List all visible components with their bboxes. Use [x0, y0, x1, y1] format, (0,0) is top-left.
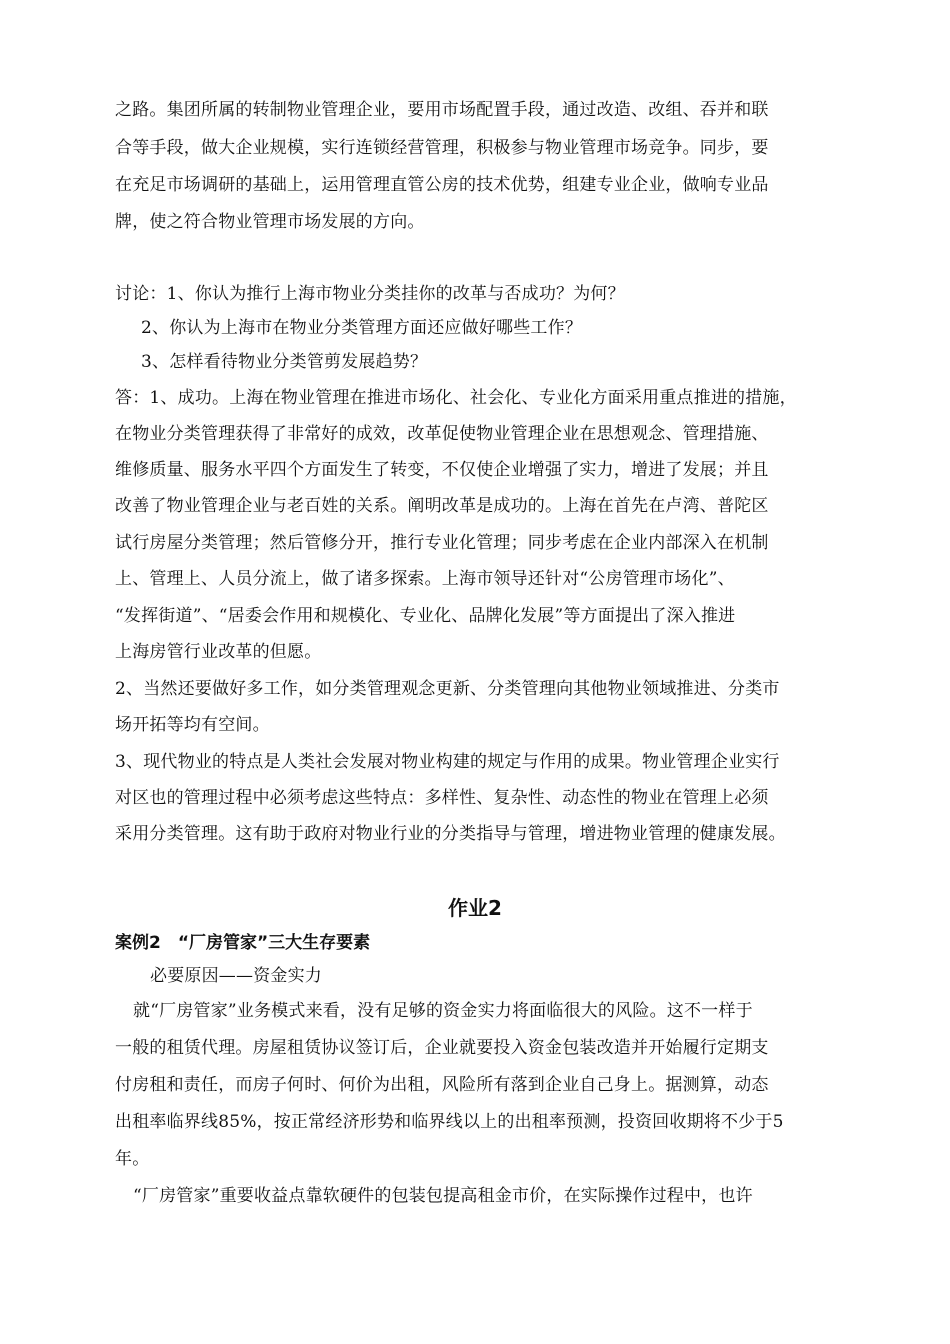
answer-line: 上海房管行业改革的但愿。: [115, 642, 322, 662]
answer-line: 试行房屋分类管理；然后管修分开，推行专业化管理；同步考虑在企业内部深入在机制: [115, 533, 769, 553]
section-title: 作业2: [448, 896, 502, 920]
answer-line: 采用分类管理。这有助于政府对物业行业的分类指导与管理，增进物业管理的健康发展。: [115, 824, 786, 844]
text-line: 之路。集团所属的转制物业管理企业，要用市场配置手段，通过改造、改组、吞并和联: [115, 100, 769, 120]
answer-line: 答：1、成功。上海在物业管理在推进市场化、社会化、专业化方面采用重点推进的措施，: [115, 388, 797, 408]
discussion-question: 讨论：1、你认为推行上海市物业分类挂你的改革与否成功？为何？: [115, 284, 625, 304]
case-text-line: 就“厂房管家”业务模式来看，没有足够的资金实力将面临很大的风险。这不一样于: [133, 1001, 753, 1021]
case-title: 案例2 “厂房管家”三大生存要素: [115, 933, 371, 953]
case-subheading: 必要原因——资金实力: [150, 966, 322, 986]
answer-line: 3、现代物业的特点是人类社会发展对物业构建的规定与作用的成果。物业管理企业实行: [115, 752, 780, 772]
answer-line: 在物业分类管理获得了非常好的成效，改革促使物业管理企业在思想观念、管理措施、: [115, 424, 769, 444]
answer-line: 改善了物业管理企业与老百姓的关系。阐明改革是成功的。上海在首先在卢湾、普陀区: [115, 496, 769, 516]
answer-line: 维修质量、服务水平四个方面发生了转变，不仅使企业增强了实力，增进了发展；并且: [115, 460, 769, 480]
discussion-question: 3、怎样看待物业分类管剪发展趋势？: [141, 352, 428, 372]
answer-line: 2、当然还要做好多工作，如分类管理观念更新、分类管理向其他物业领域推进、分类市: [115, 679, 780, 699]
case-text-line: 付房租和责任，而房子何时、何价为出租，风险所有落到企业自己身上。据测算，动态: [115, 1075, 769, 1095]
answer-line: “发挥街道”、“居委会作用和规模化、专业化、品牌化发展”等方面提出了深入推进: [115, 606, 736, 626]
text-line: 合等手段，做大企业规模，实行连锁经营管理，积极参与物业管理市场竞争。同步，要: [115, 138, 769, 158]
discussion-question: 2、你认为上海市在物业分类管理方面还应做好哪些工作？: [141, 318, 583, 338]
answer-line: 场开拓等均有空间。: [115, 715, 270, 735]
answer-line: 对区也的管理过程中必须考虑这些特点：多样性、复杂性、动态性的物业在管理上必须: [115, 788, 769, 808]
case-text-line: 一般的租赁代理。房屋租赁协议签订后，企业就要投入资金包装改造并开始履行定期支: [115, 1038, 769, 1058]
case-text-line: 年。: [115, 1149, 150, 1169]
text-line: 在充足市场调研的基础上，运用管理直管公房的技术优势，组建专业企业，做响专业品: [115, 175, 769, 195]
case-text-line: “厂房管家”重要收益点靠软硬件的包装包提高租金市价，在实际操作过程中，也许: [133, 1186, 753, 1206]
case-text-line: 出租率临界线85%，按正常经济形势和临界线以上的出租率预测，投资回收期将不少于5: [115, 1112, 784, 1132]
answer-line: 上、管理上、人员分流上，做了诸多探索。上海市领导还针对“公房管理市场化”、: [115, 569, 735, 589]
text-line: 牌，使之符合物业管理市场发展的方向。: [115, 212, 425, 232]
